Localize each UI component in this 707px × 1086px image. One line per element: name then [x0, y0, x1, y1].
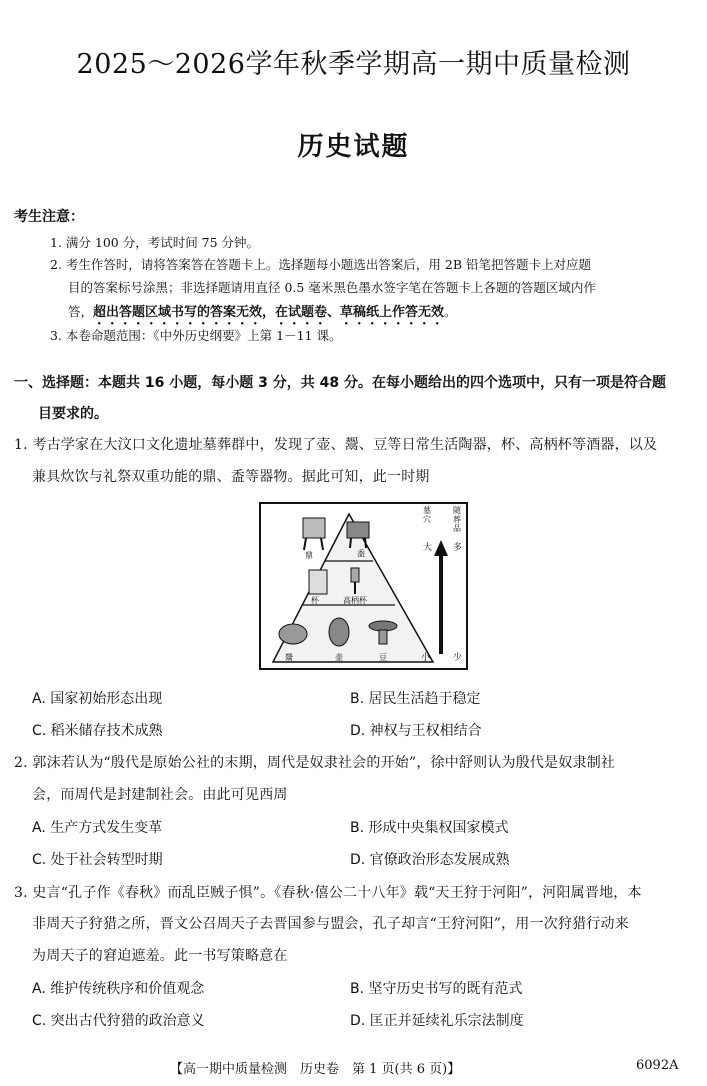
goods-more-label: 多 [453, 543, 463, 553]
q1-stem-line-2: 兼具炊饮与礼祭双重功能的鼎、盉等器物。据此可知，此一时期 [32, 469, 430, 485]
gui-vessel-icon [279, 624, 307, 644]
q1-option-a[interactable]: A. 国家初始形态出现 [32, 691, 163, 707]
q3-stem-line-3: 为周天子的窘迫遮羞。此一书写策略意在 [32, 948, 288, 964]
tier1-label-2: 盉 [357, 549, 365, 558]
q3-option-a[interactable]: A. 维护传统秩序和价值观念 [32, 981, 205, 997]
notice-item-2-line-2: 目的答案标号涂黑；非选择题请用直径 0.5 毫米黑色墨水签字笔在答题卡上各题的答题区域内作 [68, 280, 596, 295]
q3-option-c[interactable]: C. 突出古代狩猎的政治意义 [32, 1013, 205, 1029]
tier2-label-1: 杯 [311, 596, 319, 605]
tall-cup-icon [351, 568, 359, 582]
q1-option-b[interactable]: B. 居民生活趋于稳定 [350, 691, 481, 707]
q1-tomb-pyramid-figure [259, 502, 468, 670]
q3-stem-line-1: 3. 史言“孔子作《春秋》而乱臣贼子惧”。《春秋·僖公二十八年》载“天王狩于河阳”，河阳属晋地，本 [14, 885, 642, 901]
pyramid-illustration [261, 504, 466, 668]
ding-vessel-icon [303, 518, 325, 538]
q1-option-c[interactable]: C. 稻米储存技术成熟 [32, 723, 163, 739]
q2-stem-line-2: 会，而周代是封建制社会。由此可见西周 [32, 787, 288, 803]
notice-item-1: 1. 满分 100 分，考试时间 75 分钟。 [50, 235, 260, 250]
cup-icon [309, 570, 327, 594]
tomb-pit-label: 墓穴 [423, 506, 431, 524]
page-footer: 【高一期中质量检测 历史卷 第 1 页(共 6 页)】 [170, 1062, 461, 1077]
exam-title: 2025～2026学年秋季学期高一期中质量检测 [76, 49, 631, 80]
subject-title: 历史试题 [297, 132, 410, 162]
q2-option-c[interactable]: C. 处于社会转型时期 [32, 852, 163, 868]
pit-small-label: 小 [421, 653, 431, 663]
notice-emphasis-1: 超出答题区域书写的答案无效， [93, 305, 276, 320]
section-1-heading-cont: 目要求的。 [38, 406, 108, 422]
q2-option-b[interactable]: B. 形成中央集权国家模式 [350, 820, 509, 836]
tier3-label-2: 壶 [335, 653, 343, 662]
tier2-label-2: 高柄杯 [343, 596, 367, 605]
notice-item-2-suffix: 。 [444, 304, 457, 319]
notice-emphasis-2: 在试题卷、草稿纸上作答无效 [275, 305, 445, 320]
tier3-label-1: 鬶 [285, 653, 293, 662]
q3-option-d[interactable]: D. 匡正并延续礼乐宗法制度 [350, 1013, 524, 1029]
burial-goods-label: 随葬品 [453, 506, 461, 533]
hu-vessel-icon [329, 618, 349, 646]
notice-item-3: 3. 本卷命题范围：《中外历史纲要》上第 1－11 课。 [50, 328, 342, 343]
q1-stem-line-1: 1. 考古学家在大汶口文化遗址墓葬群中，发现了壶、鬶、豆等日常生活陶器，杯、高柄杯等酒器，以及 [14, 437, 658, 453]
notice-item-2-line-3 [68, 301, 457, 328]
q2-option-a[interactable]: A. 生产方式发生变革 [32, 820, 163, 836]
tier3-label-3: 豆 [379, 653, 387, 662]
tier1-label-1: 鼎 [305, 551, 313, 560]
notice-heading: 考生注意： [14, 209, 84, 225]
q3-stem-line-2: 非周天子狩猎之所，晋文公召周天子去晋国参与盟会，孔子却言“王狩河阳”，用一次狩猎行动来 [32, 916, 629, 932]
notice-item-2-prefix: 答， [68, 304, 94, 319]
notice-item-2-line-1: 2. 考生作答时，请将答案答在答题卡上。选择题每小题选出答案后，用 2B 铅笔把答题卡上对应题 [50, 257, 591, 272]
q2-option-d[interactable]: D. 官僚政治形态发展成熟 [350, 852, 510, 868]
he-vessel-icon [347, 522, 369, 538]
section-1-heading: 一、选择题：本题共 16 小题，每小题 3 分，共 48 分。在每小题给出的四个选项中，只有一项是符合题 [14, 375, 666, 391]
q1-option-d[interactable]: D. 神权与王权相结合 [350, 723, 482, 739]
q3-option-b[interactable]: B. 坚守历史书写的既有范式 [350, 981, 523, 997]
pit-big-label: 大 [423, 543, 433, 553]
paper-code: 6092A [636, 1058, 679, 1073]
q2-stem-line-1: 2. 郭沫若认为“殷代是原始公社的末期，周代是奴隶社会的开始”，徐中舒则认为殷代是奴隶制社 [14, 755, 616, 771]
goods-less-label: 少 [453, 653, 463, 663]
